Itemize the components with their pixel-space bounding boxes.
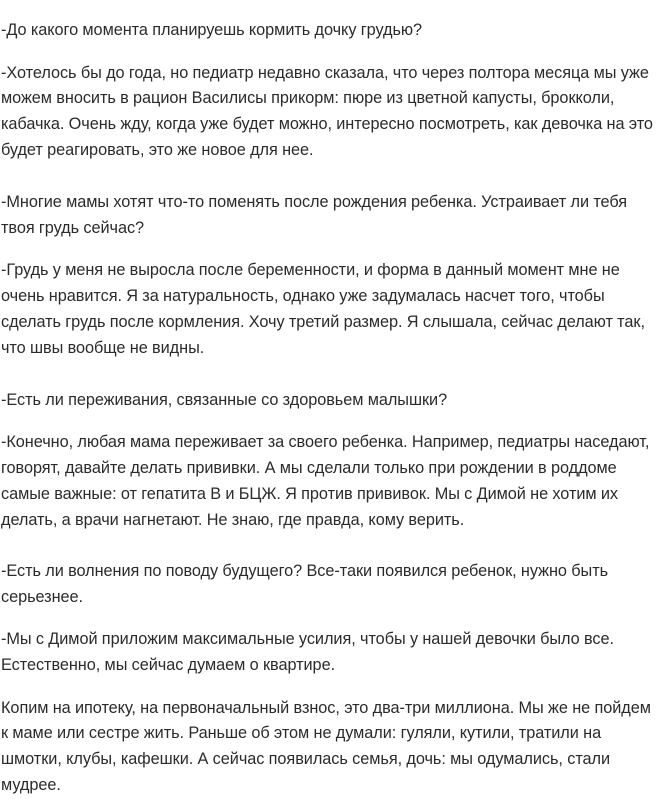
article-body: [1, 18, 662, 799]
qa-block-4: [1, 559, 662, 799]
question-line: -Многие мамы хотят что-то поменять после рождения ребенка. Устраивает ли тебя твоя грудь сейчас?: [1, 193, 632, 237]
answer-line: -Мы с Димой приложим максимальные усилия, чтобы у нашей девочки было все. Естественно, мы сейчас думаем о квартире.: [1, 630, 619, 675]
qa-block-3: [1, 388, 662, 534]
answer-line: -Хотелось бы до года, но педиатр недавно сказала, что через полтора месяца мы уже можем вносить в рацион Василисы прикорм: пюре из цветной капусты, брокколи, кабачка. Очень жду, когда уже будет можно, интересно посмотреть, как девочка на это будет реагировать, это же новое для нее.: [1, 63, 658, 160]
answer-continued-line: Копим на ипотеку, на первоначальный взнос, это два-три миллиона. Мы же не пойдем к маме или сестре жить. Раньше об этом не думали: гуляли, кутили, тратили на шмотки, клубы, кафешки. А сейчас появилась семья, дочь: мы одумались, стали мудрее.: [1, 698, 656, 795]
answer-line: -Конечно, любая мама переживает за своего ребенка. Например, педиатры наседают, говорят, давайте делать прививки. А мы сделали только при рождении в роддоме самые важные: от гепатита В и БЦЖ. Я против прививок. Мы с Димой не хотим их делать, а врачи нагнетают. Не знаю, где правда, кому верить.: [1, 432, 654, 529]
question-line: -Есть ли волнения по поводу будущего? Все-таки появился ребенок, нужно быть серьезнее.: [1, 562, 613, 607]
qa-block-2: [1, 190, 662, 362]
question-line: -До какого момента планируешь кормить дочку грудью?: [1, 21, 423, 40]
qa-block-1: [1, 18, 662, 164]
question-line: -Есть ли переживания, связанные со здоровьем малышки?: [1, 390, 448, 409]
answer-line: -Грудь у меня не выросла после беременности, и форма в данный момент мне не очень нравится. Я за натуральность, однако уже задумалась насчет того, чтобы сделать грудь после кормления. Хочу третий размер. Я слышала, сейчас делают так, что швы вообще не видны.: [1, 261, 650, 357]
